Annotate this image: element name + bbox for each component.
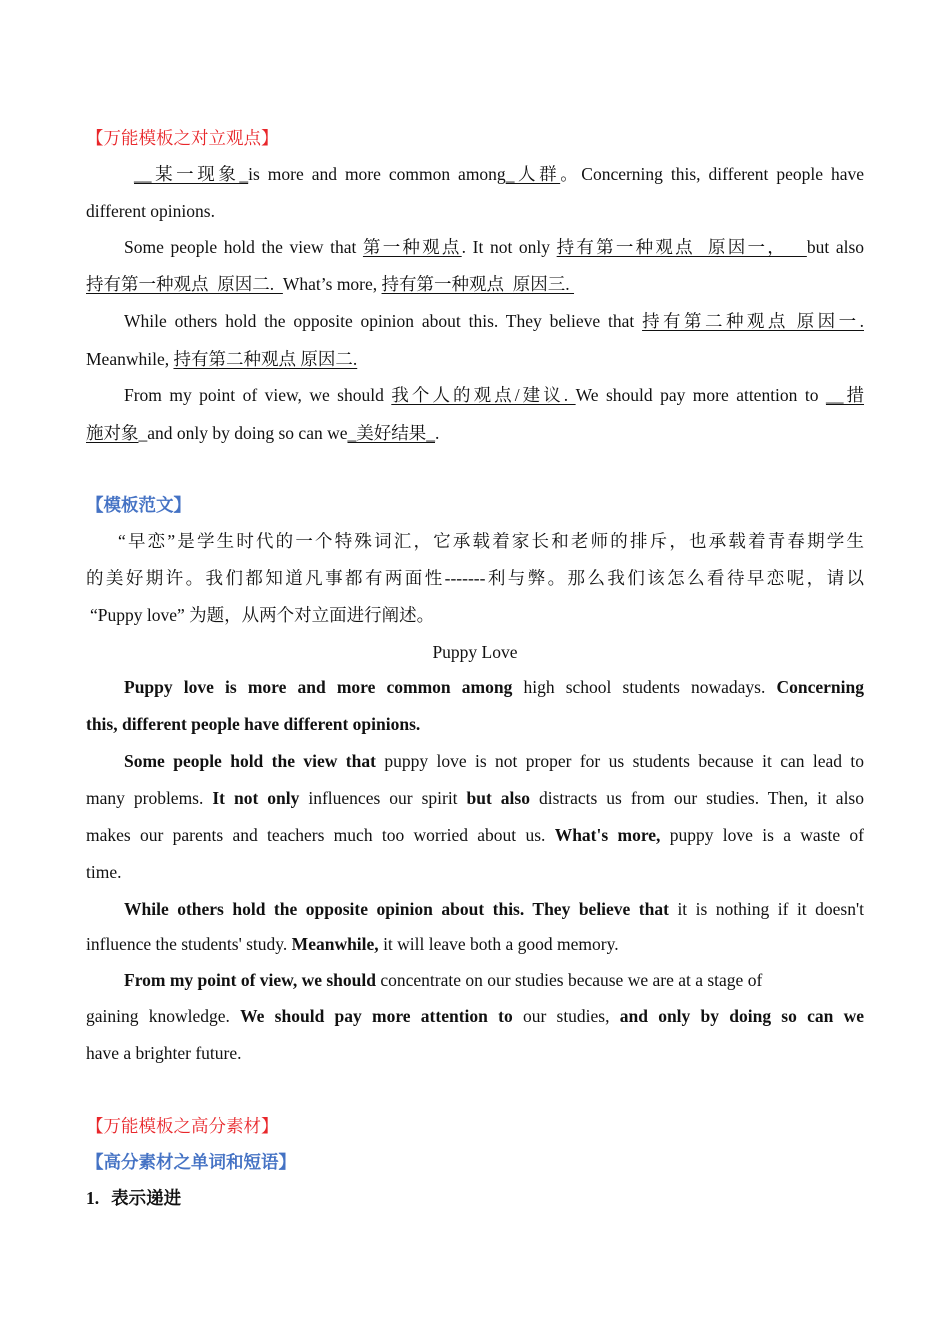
essay-p1-line2: this, different people have different opinions. <box>86 714 421 734</box>
essay-p3-line1: While others hold the opposite opinion about this. They believe that it is nothing if it doesn't <box>124 899 864 919</box>
template-p1-line2: different opinions. <box>86 201 215 221</box>
template-p3-line2: Meanwhile, 持有第二种观点 原因二. <box>86 349 358 369</box>
essay-p4-line2: gaining knowledge. We should pay more attention to our studies, and only by doing so can we <box>86 1006 864 1026</box>
template-p2-line2: 持有第一种观点 原因二. What’s more, 持有第一种观点 原因三. <box>86 274 575 294</box>
essay-title: Puppy Love <box>432 642 518 662</box>
materials-heading: 【万能模板之高分素材】 <box>86 1116 279 1136</box>
essay-p2-line2: many problems. It not only influences our spirit but also distracts us from our studies. Then, it also <box>86 788 864 808</box>
essay-p4-line1: From my point of view, we should concentrate on our studies because we are at a stage of <box>124 970 763 990</box>
essay-p3-line2: influence the students' study. Meanwhile, it will leave both a good memory. <box>86 934 619 954</box>
template-p4-line2: 施对象_and only by doing so can we_美好结果_. <box>86 423 440 443</box>
sample-heading: 【模板范文】 <box>86 495 191 515</box>
template-p2-line1: Some people hold the view that 第一种观点. It not only 持有第一种观点 原因一， but also <box>124 237 865 257</box>
sample-intro-line1: “早恋”是学生时代的一个特殊词汇，它承载着家长和老师的排斥，也承载着青春期学生 <box>118 531 864 551</box>
item-number: 1. <box>86 1188 100 1208</box>
essay-p2-line1: Some people hold the view that puppy love is not proper for us students because it can lead to <box>124 751 865 771</box>
essay-p1-line1: Puppy love is more and more common among high school students nowadays. Concerning <box>124 677 864 697</box>
template-heading: 【万能模板之对立观点】 <box>86 128 279 148</box>
template-p1-line1: __某一现象_is more and more common among_人群。Concerning this, different people have <box>134 164 865 184</box>
item-label: 表示递进 <box>111 1188 182 1208</box>
essay-p2-line3: makes our parents and teachers much too worried about us. What's more, puppy love is a waste of <box>86 825 865 845</box>
template-p3-line1: While others hold the opposite opinion about this. They believe that 持有第二种观点 原因一. <box>124 311 864 331</box>
essay-p4-line3: have a brighter future. <box>86 1043 242 1063</box>
materials-subheading: 【高分素材之单词和短语】 <box>86 1152 296 1172</box>
materials-item-1 <box>86 1186 864 1210</box>
sample-intro-line2: 的美好期许。我们都知道凡事都有两面性-------利与弊。那么我们该怎么看待早恋呢，请以 <box>86 568 864 588</box>
sample-intro-line3: “Puppy love” 为题，从两个对立面进行阐述。 <box>90 605 435 625</box>
template-p4-line1: From my point of view, we should 我个人的观点/建议. We should pay more attention to __措 <box>124 385 865 405</box>
essay-p2-line4: time. <box>86 862 122 882</box>
